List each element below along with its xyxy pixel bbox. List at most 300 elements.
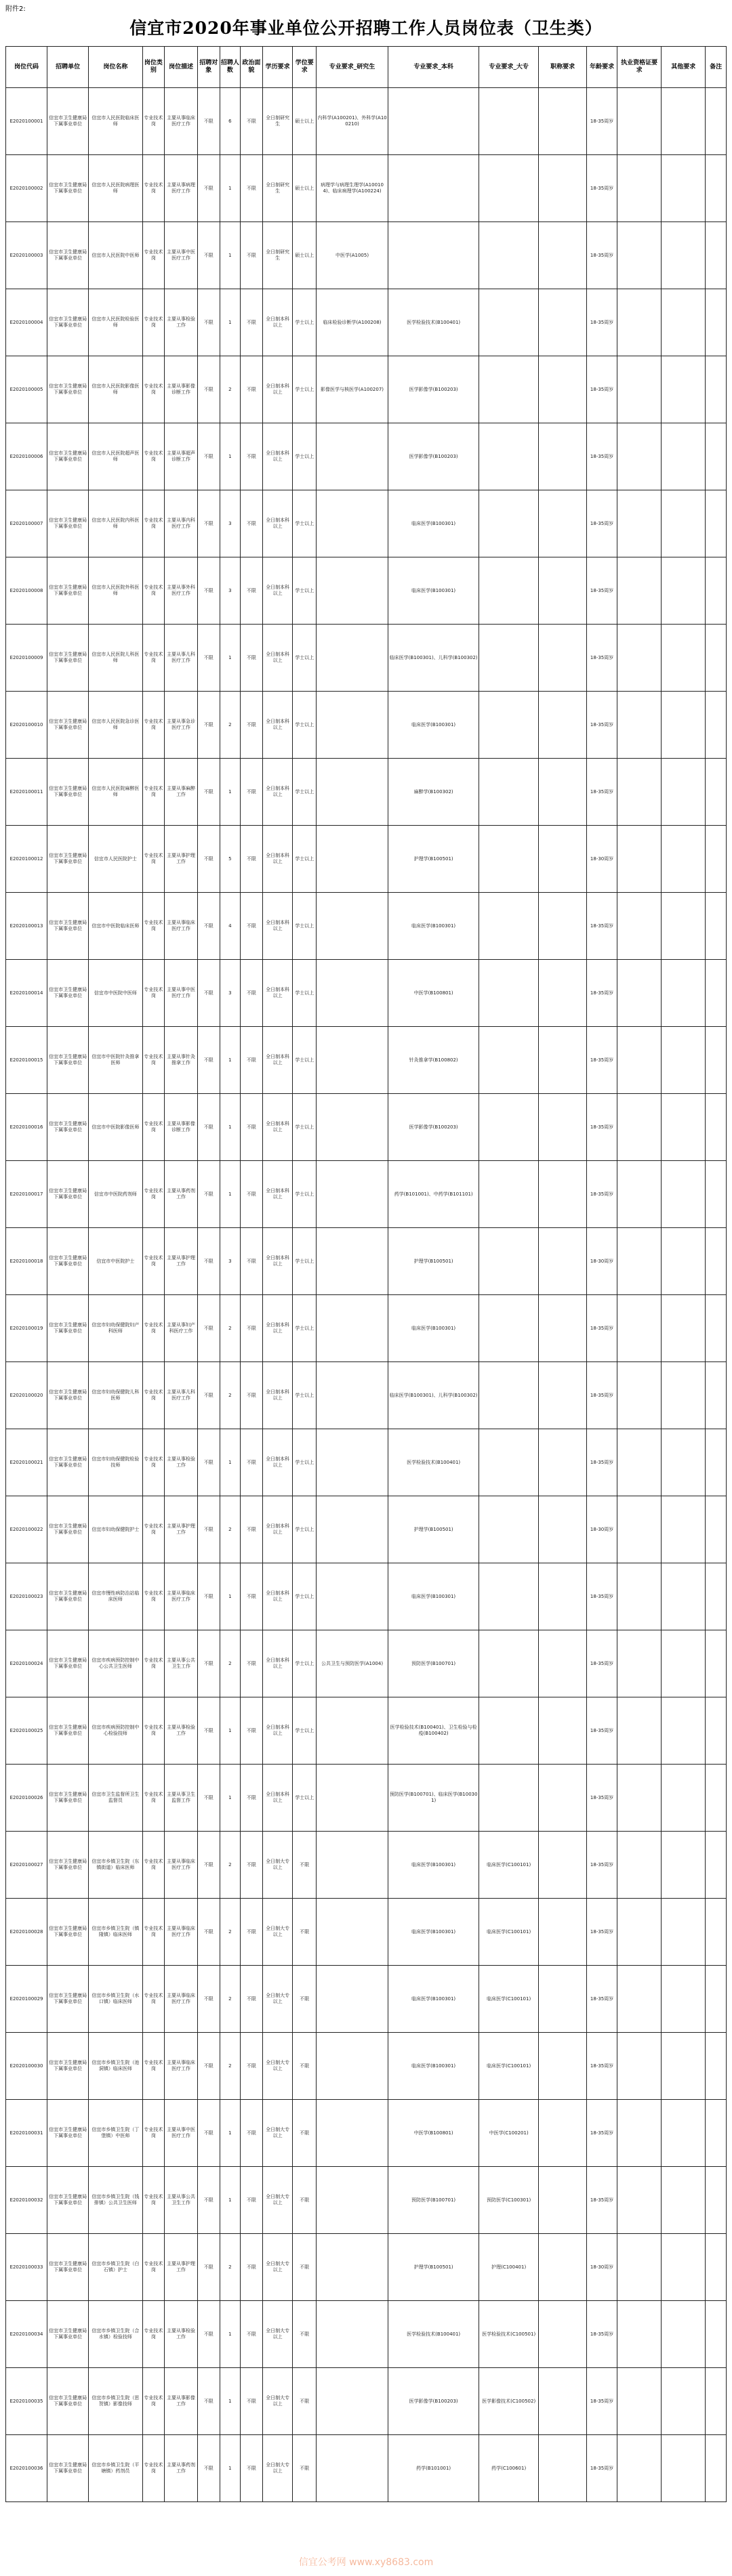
table-cell: 不限: [241, 1094, 263, 1161]
table-cell: [706, 1094, 727, 1161]
table-cell: 不限: [293, 2301, 317, 2368]
table-row: [6, 1496, 727, 1563]
table-cell: 18-35周岁: [587, 960, 617, 1027]
table-cell: E2020100008: [6, 557, 47, 625]
table-cell: [479, 356, 539, 423]
table-cell: 临床医学(B100301): [388, 557, 479, 625]
table-cell: 不限: [198, 1765, 220, 1832]
table-cell: 不限: [198, 1228, 220, 1295]
table-cell: 全日制大专以上: [262, 2033, 293, 2100]
table-cell: [617, 1832, 662, 1899]
table-cell: 18-35周岁: [587, 692, 617, 759]
table-cell: 专业技术岗: [142, 1630, 165, 1697]
table-cell: 18-35周岁: [587, 155, 617, 222]
table-cell: [617, 423, 662, 490]
table-cell: 不限: [241, 2234, 263, 2301]
table-cell: 2: [220, 1832, 241, 1899]
table-cell: 不限: [241, 222, 263, 289]
table-cell: 临床医学(C100101): [479, 1966, 539, 2033]
table-cell: [617, 1697, 662, 1765]
table-cell: [662, 826, 706, 893]
table-cell: [388, 222, 479, 289]
table-cell: E2020100024: [6, 1630, 47, 1697]
table-cell: [317, 1697, 388, 1765]
table-cell: 不限: [241, 1765, 263, 1832]
table-cell: 主要从事临床医疗工作: [165, 893, 198, 960]
table-cell: 专业技术岗: [142, 222, 165, 289]
table-row: [6, 2435, 727, 2502]
table-cell: 信宜市人民医院儿科医师: [89, 625, 142, 692]
table-cell: [617, 155, 662, 222]
table-cell: [479, 289, 539, 356]
table-body: [6, 88, 727, 2502]
table-cell: [538, 2167, 586, 2234]
table-cell: [317, 1832, 388, 1899]
table-cell: 不限: [198, 1832, 220, 1899]
table-cell: 针灸推拿学(B100802): [388, 1027, 479, 1094]
table-cell: 18-35周岁: [587, 1832, 617, 1899]
table-cell: 主要从事针灸推拿工作: [165, 1027, 198, 1094]
table-row: [6, 1228, 727, 1295]
table-cell: 不限: [293, 2100, 317, 2167]
table-cell: 1: [220, 759, 241, 826]
table-cell: 麻醉学(B100302): [388, 759, 479, 826]
table-cell: 不限: [241, 1161, 263, 1228]
table-cell: [538, 2368, 586, 2435]
attachment-label: 附件2:: [5, 5, 26, 13]
table-cell: 信宜市卫生健康局下属事业单位: [47, 88, 89, 155]
table-cell: [706, 960, 727, 1027]
table-cell: 不限: [241, 2100, 263, 2167]
table-cell: 主要从事公共卫生工作: [165, 1630, 198, 1697]
table-row: [6, 1362, 727, 1429]
table-cell: 全日制大专以上: [262, 2301, 293, 2368]
table-cell: 1: [220, 1027, 241, 1094]
table-cell: [706, 1027, 727, 1094]
table-cell: 学士以上: [293, 1027, 317, 1094]
table-cell: 全日制本科以上: [262, 1161, 293, 1228]
table-cell: [662, 893, 706, 960]
table-cell: 信宜市卫生健康局下属事业单位: [47, 2100, 89, 2167]
table-cell: [317, 1295, 388, 1362]
table-cell: [479, 222, 539, 289]
table-cell: [317, 1094, 388, 1161]
table-cell: 18-35周岁: [587, 1765, 617, 1832]
table-row: [6, 1429, 727, 1496]
table-cell: [538, 1765, 586, 1832]
table-cell: [479, 1295, 539, 1362]
table-cell: 全日制本科以上: [262, 490, 293, 557]
table-cell: 不限: [198, 1966, 220, 2033]
table-cell: [662, 1563, 706, 1630]
table-cell: 专业技术岗: [142, 289, 165, 356]
table-cell: 专业技术岗: [142, 1094, 165, 1161]
table-row: [6, 1899, 727, 1966]
table-cell: 不限: [241, 692, 263, 759]
table-cell: 学士以上: [293, 960, 317, 1027]
table-cell: [538, 2033, 586, 2100]
table-cell: [662, 1630, 706, 1697]
table-cell: 不限: [241, 423, 263, 490]
table-row: [6, 490, 727, 557]
table-cell: [617, 1295, 662, 1362]
table-cell: 2: [220, 692, 241, 759]
table-cell: 主要从事护理工作: [165, 826, 198, 893]
table-cell: [479, 759, 539, 826]
table-cell: 信宜市卫生健康局下属事业单位: [47, 1697, 89, 1765]
table-cell: [617, 2435, 662, 2502]
header-cell: 执业资格证要求: [617, 47, 662, 88]
table-cell: [479, 1496, 539, 1563]
table-cell: [706, 2033, 727, 2100]
table-cell: [538, 1295, 586, 1362]
table-cell: [317, 1966, 388, 2033]
table-cell: 3: [220, 490, 241, 557]
table-cell: 不限: [198, 826, 220, 893]
table-cell: [317, 826, 388, 893]
table-cell: 专业技术岗: [142, 356, 165, 423]
table-row: [6, 1697, 727, 1765]
table-cell: E2020100027: [6, 1832, 47, 1899]
table-cell: E2020100007: [6, 490, 47, 557]
table-cell: [317, 490, 388, 557]
table-cell: [706, 289, 727, 356]
header-cell: 招聘单位: [47, 47, 89, 88]
table-cell: 不限: [241, 1832, 263, 1899]
table-cell: 不限: [241, 625, 263, 692]
table-cell: 2: [220, 1899, 241, 1966]
table-cell: 信宜市卫生健康局下属事业单位: [47, 2234, 89, 2301]
table-cell: 临床医学(B100301): [388, 1563, 479, 1630]
table-cell: [479, 1429, 539, 1496]
table-cell: 信宜市卫生健康局下属事业单位: [47, 1161, 89, 1228]
table-cell: 学士以上: [293, 1161, 317, 1228]
table-cell: 信宜市卫生健康局下属事业单位: [47, 1765, 89, 1832]
table-cell: 主要从事超声诊断工作: [165, 423, 198, 490]
table-cell: [662, 2033, 706, 2100]
table-cell: 信宜市卫生健康局下属事业单位: [47, 1228, 89, 1295]
table-cell: 2: [220, 1630, 241, 1697]
table-row: [6, 222, 727, 289]
table-cell: 全日制本科以上: [262, 1094, 293, 1161]
table-cell: 信宜市人民医院护士: [89, 826, 142, 893]
table-cell: 主要从事中医医疗工作: [165, 222, 198, 289]
table-cell: [479, 1362, 539, 1429]
table-cell: [706, 759, 727, 826]
header-cell: 专业要求_大专: [479, 47, 539, 88]
table-cell: 不限: [198, 1362, 220, 1429]
table-cell: [538, 1697, 586, 1765]
table-cell: 主要从事护理工作: [165, 1228, 198, 1295]
table-cell: 专业技术岗: [142, 2100, 165, 2167]
table-cell: 18-35周岁: [587, 1094, 617, 1161]
table-cell: 不限: [198, 1161, 220, 1228]
watermark: 信宜公考网 www.xy8683.com: [298, 2557, 434, 2568]
table-cell: 主要从事护理工作: [165, 2234, 198, 2301]
table-cell: E2020100023: [6, 1563, 47, 1630]
table-cell: [617, 826, 662, 893]
table-cell: [317, 1161, 388, 1228]
table-cell: 临床医学(B100301): [388, 1832, 479, 1899]
header-cell: 备注: [706, 47, 727, 88]
table-cell: 专业技术岗: [142, 2033, 165, 2100]
table-cell: 信宜市中医院影像医师: [89, 1094, 142, 1161]
table-cell: 护理学(B100501): [388, 1496, 479, 1563]
table-cell: 1: [220, 1161, 241, 1228]
table-cell: 不限: [241, 1697, 263, 1765]
table-cell: 专业技术岗: [142, 2167, 165, 2234]
table-cell: E2020100006: [6, 423, 47, 490]
table-cell: 不限: [241, 1630, 263, 1697]
table-cell: [317, 2301, 388, 2368]
table-cell: 5: [220, 826, 241, 893]
table-cell: 预防医学(B100701): [388, 1630, 479, 1697]
table-cell: 信宜市乡镇卫生院（思贺镇）影像技师: [89, 2368, 142, 2435]
table-cell: 不限: [198, 1496, 220, 1563]
table-cell: 护理学(B100501): [388, 1228, 479, 1295]
table-cell: 临床医学(B100301): [388, 2033, 479, 2100]
header-cell: 招聘对象: [198, 47, 220, 88]
table-cell: [706, 1496, 727, 1563]
table-cell: 医学检验技术(B100401): [388, 2301, 479, 2368]
table-cell: 信宜市卫生健康局下属事业单位: [47, 893, 89, 960]
table-cell: [706, 1429, 727, 1496]
table-cell: E2020100005: [6, 356, 47, 423]
table-cell: 药学(B101001): [388, 2435, 479, 2502]
table-cell: 信宜市卫生健康局下属事业单位: [47, 826, 89, 893]
table-cell: 专业技术岗: [142, 960, 165, 1027]
table-cell: 不限: [293, 1832, 317, 1899]
table-cell: 学士以上: [293, 692, 317, 759]
table-cell: 信宜市妇幼保健院护士: [89, 1496, 142, 1563]
table-cell: [706, 2368, 727, 2435]
table-cell: E2020100031: [6, 2100, 47, 2167]
table-cell: 医学检验技术(B100401)、卫生检验与检疫(B100402): [388, 1697, 479, 1765]
table-cell: [706, 423, 727, 490]
table-cell: [479, 423, 539, 490]
table-cell: 2: [220, 1362, 241, 1429]
table-cell: 信宜市卫生健康局下属事业单位: [47, 1630, 89, 1697]
table-cell: [706, 625, 727, 692]
table-cell: 信宜市卫生健康局下属事业单位: [47, 1429, 89, 1496]
table-cell: 18-35周岁: [587, 289, 617, 356]
table-cell: [617, 2234, 662, 2301]
table-cell: [617, 1563, 662, 1630]
table-cell: 1: [220, 423, 241, 490]
table-cell: 专业技术岗: [142, 1161, 165, 1228]
table-cell: [317, 423, 388, 490]
table-cell: 不限: [293, 2234, 317, 2301]
table-cell: 公共卫生与预防医学(A1004): [317, 1630, 388, 1697]
table-cell: [617, 88, 662, 155]
table-row: [6, 289, 727, 356]
table-cell: 18-30周岁: [587, 2234, 617, 2301]
table-cell: 不限: [198, 490, 220, 557]
table-cell: 全日制研究生: [262, 88, 293, 155]
table-cell: [706, 1765, 727, 1832]
table-cell: [617, 1630, 662, 1697]
table-cell: [617, 356, 662, 423]
table-cell: E2020100017: [6, 1161, 47, 1228]
table-cell: 信宜市中医院药剂师: [89, 1161, 142, 1228]
table-cell: 主要从事药剂工作: [165, 2435, 198, 2502]
table-cell: [706, 826, 727, 893]
table-cell: 专业技术岗: [142, 88, 165, 155]
table-cell: 全日制本科以上: [262, 356, 293, 423]
table-cell: 预防医学(B100701): [388, 2167, 479, 2234]
table-cell: [617, 490, 662, 557]
table-cell: [538, 1027, 586, 1094]
table-cell: 不限: [198, 356, 220, 423]
table-cell: 18-35周岁: [587, 1966, 617, 2033]
table-cell: 医学影像学(B100203): [388, 1094, 479, 1161]
table-cell: [538, 2100, 586, 2167]
table-cell: [538, 1563, 586, 1630]
table-cell: 不限: [198, 2033, 220, 2100]
table-cell: 专业技术岗: [142, 423, 165, 490]
header-cell: 学位要求: [293, 47, 317, 88]
table-row: [6, 155, 727, 222]
table-cell: [538, 490, 586, 557]
table-cell: [662, 1094, 706, 1161]
table-cell: [706, 1563, 727, 1630]
table-cell: 专业技术岗: [142, 1563, 165, 1630]
positions-table: [5, 46, 727, 2502]
table-cell: E2020100032: [6, 2167, 47, 2234]
table-cell: 学士以上: [293, 490, 317, 557]
table-cell: 药学(B101001)、中药学(B101101): [388, 1161, 479, 1228]
table-cell: 全日制本科以上: [262, 1429, 293, 1496]
table-cell: 信宜市疾病预防控制中心检验技师: [89, 1697, 142, 1765]
table-cell: 信宜市人民医院麻醉医师: [89, 759, 142, 826]
table-cell: 全日制本科以上: [262, 423, 293, 490]
table-cell: 18-35周岁: [587, 1899, 617, 1966]
table-cell: [662, 1697, 706, 1765]
table-cell: [538, 625, 586, 692]
table-cell: [317, 1496, 388, 1563]
table-row: [6, 960, 727, 1027]
table-cell: 1: [220, 1429, 241, 1496]
table-cell: 不限: [241, 960, 263, 1027]
table-cell: 全日制大专以上: [262, 2100, 293, 2167]
table-cell: 全日制本科以上: [262, 1228, 293, 1295]
table-cell: [538, 2301, 586, 2368]
table-cell: 临床医学(B100301)、儿科学(B100302): [388, 625, 479, 692]
table-cell: 专业技术岗: [142, 692, 165, 759]
table-cell: 信宜市中医院临床医师: [89, 893, 142, 960]
table-cell: 不限: [241, 2167, 263, 2234]
table-cell: 不限: [241, 1496, 263, 1563]
table-cell: 不限: [241, 1027, 263, 1094]
table-cell: [617, 1765, 662, 1832]
table-cell: 专业技术岗: [142, 1899, 165, 1966]
table-cell: 学士以上: [293, 356, 317, 423]
table-cell: 全日制大专以上: [262, 1832, 293, 1899]
table-cell: 全日制大专以上: [262, 2435, 293, 2502]
table-cell: [617, 557, 662, 625]
table-cell: 信宜市乡镇卫生院（镇隆镇）临床医师: [89, 1899, 142, 1966]
table-cell: 专业技术岗: [142, 625, 165, 692]
table-cell: [317, 2368, 388, 2435]
table-cell: 主要从事公共卫生工作: [165, 2167, 198, 2234]
table-cell: 学士以上: [293, 1228, 317, 1295]
table-cell: 18-35周岁: [587, 1630, 617, 1697]
table-cell: 不限: [198, 1697, 220, 1765]
table-cell: [662, 155, 706, 222]
table-cell: 医学影像技术(C100502): [479, 2368, 539, 2435]
table-cell: [662, 960, 706, 1027]
table-cell: 信宜市人民医院急诊医师: [89, 692, 142, 759]
table-cell: 不限: [198, 2301, 220, 2368]
table-cell: 临床医学(C100101): [479, 2033, 539, 2100]
table-cell: E2020100001: [6, 88, 47, 155]
table-cell: 不限: [198, 1094, 220, 1161]
table-cell: [538, 356, 586, 423]
table-cell: 不限: [198, 1630, 220, 1697]
table-cell: [662, 1295, 706, 1362]
table-cell: [479, 1161, 539, 1228]
table-cell: [706, 692, 727, 759]
table-cell: 专业技术岗: [142, 759, 165, 826]
table-cell: [538, 557, 586, 625]
table-cell: 信宜市卫生健康局下属事业单位: [47, 1362, 89, 1429]
table-cell: [662, 1496, 706, 1563]
table-row: [6, 2368, 727, 2435]
table-cell: [662, 1966, 706, 2033]
header-cell: 学历要求: [262, 47, 293, 88]
table-cell: 1: [220, 2167, 241, 2234]
table-cell: 全日制本科以上: [262, 1697, 293, 1765]
table-cell: [706, 2100, 727, 2167]
table-cell: 3: [220, 557, 241, 625]
table-cell: 主要从事临床医疗工作: [165, 88, 198, 155]
table-cell: 6: [220, 88, 241, 155]
table-cell: [706, 893, 727, 960]
table-cell: 信宜市卫生健康局下属事业单位: [47, 2167, 89, 2234]
table-row: [6, 692, 727, 759]
table-cell: 信宜市人民医院超声医师: [89, 423, 142, 490]
table-cell: 18-35周岁: [587, 1161, 617, 1228]
table-cell: [479, 893, 539, 960]
table-row: [6, 1966, 727, 2033]
table-cell: E2020100018: [6, 1228, 47, 1295]
table-row: [6, 625, 727, 692]
table-cell: [317, 759, 388, 826]
table-cell: 临床医学(B100301)、儿科学(B100302): [388, 1362, 479, 1429]
table-cell: 全日制本科以上: [262, 289, 293, 356]
table-cell: 全日制本科以上: [262, 1630, 293, 1697]
table-cell: E2020100012: [6, 826, 47, 893]
table-cell: 主要从事检验工作: [165, 1429, 198, 1496]
table-cell: 1: [220, 222, 241, 289]
table-cell: [538, 289, 586, 356]
table-cell: 信宜市妇幼保健院儿科医师: [89, 1362, 142, 1429]
table-cell: 不限: [198, 155, 220, 222]
table-cell: 不限: [241, 155, 263, 222]
header-cell: 年龄要求: [587, 47, 617, 88]
table-cell: [617, 759, 662, 826]
table-cell: 全日制本科以上: [262, 1563, 293, 1630]
table-cell: 内科学(A100201)、外科学(A100210): [317, 88, 388, 155]
table-cell: [538, 155, 586, 222]
table-cell: 学士以上: [293, 1630, 317, 1697]
table-cell: [706, 2435, 727, 2502]
table-cell: [662, 692, 706, 759]
table-cell: [706, 1899, 727, 1966]
table-cell: 专业技术岗: [142, 826, 165, 893]
table-cell: 学士以上: [293, 557, 317, 625]
table-cell: 全日制大专以上: [262, 2368, 293, 2435]
